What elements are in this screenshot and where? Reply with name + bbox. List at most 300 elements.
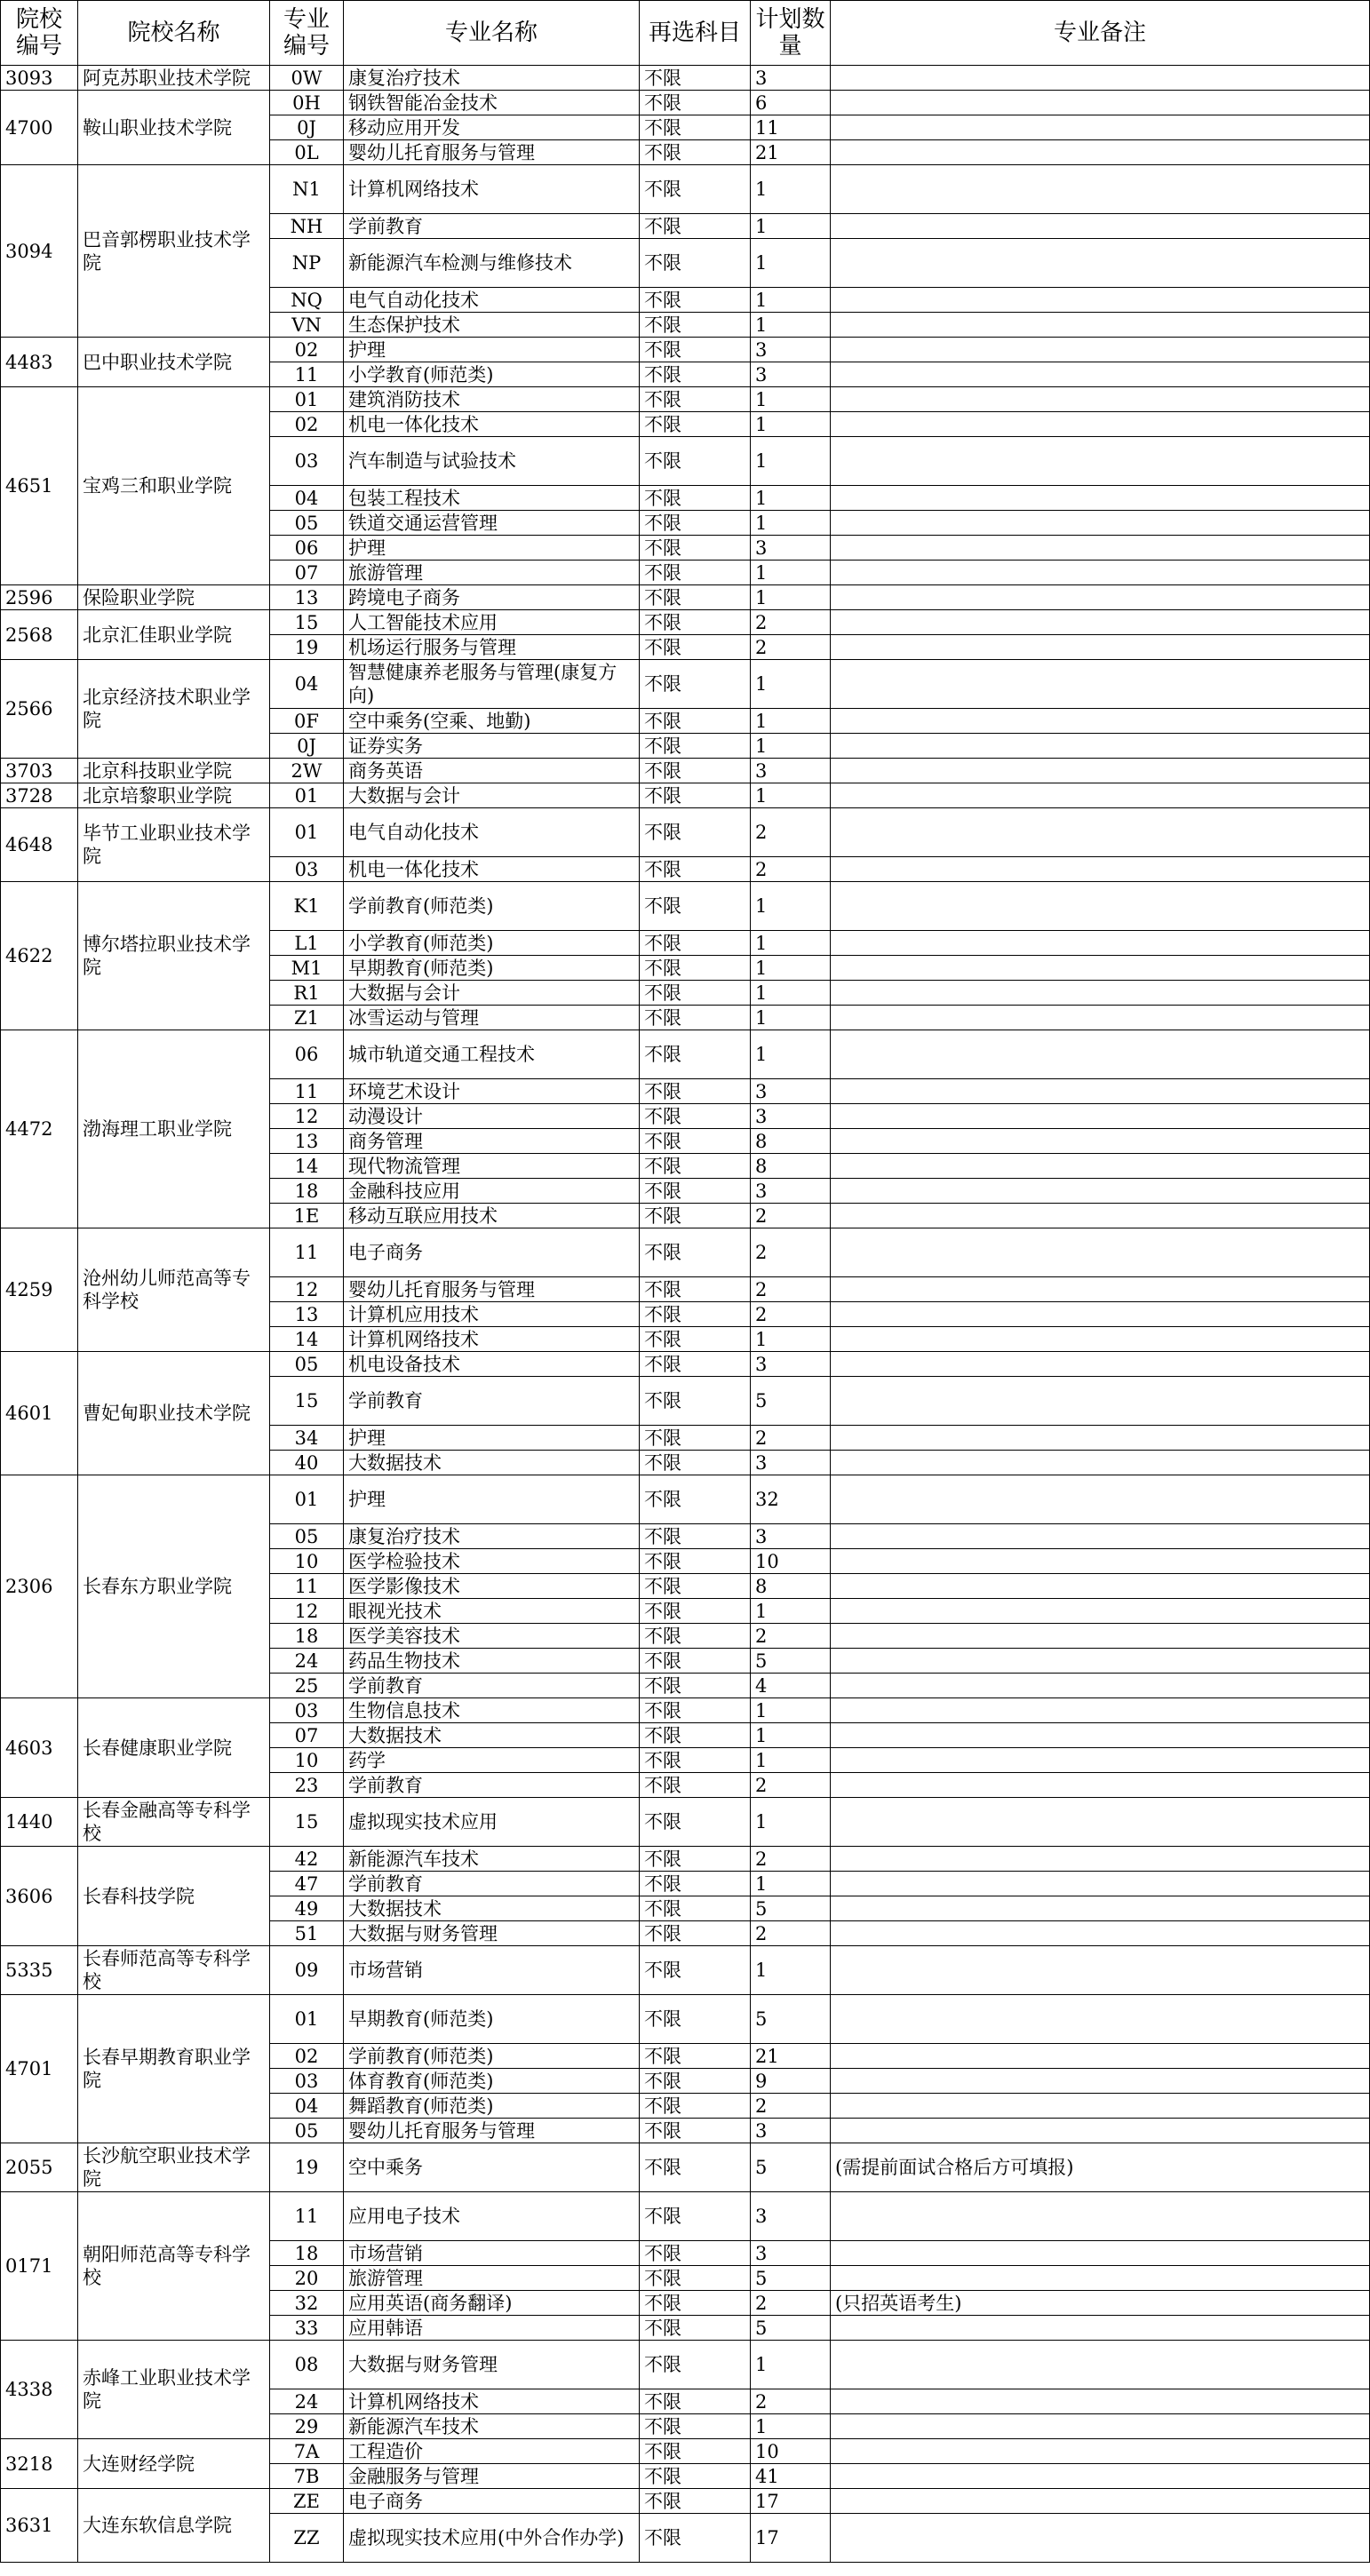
major-code-cell: M1 (270, 956, 344, 981)
reselect-subject-cell: 不限 (640, 2119, 751, 2143)
school-code-cell: 4700 (1, 91, 78, 165)
major-name-cell: 早期教育(师范类) (344, 1995, 640, 2044)
major-code-cell: 05 (270, 511, 344, 536)
major-remark-cell: (只招英语考生) (831, 2291, 1370, 2316)
major-code-cell: NP (270, 239, 344, 288)
plan-count-cell: 2 (751, 635, 831, 660)
major-remark-cell (831, 1921, 1370, 1946)
plan-count-cell: 10 (751, 1549, 831, 1574)
plan-count-cell: 2 (751, 1302, 831, 1327)
major-code-cell: 06 (270, 536, 344, 561)
major-remark-cell: (需提前面试合格后方可填报) (831, 2143, 1370, 2192)
reselect-subject-cell: 不限 (640, 2069, 751, 2094)
major-name-cell: 虚拟现实技术应用 (344, 1798, 640, 1847)
major-remark-cell (831, 214, 1370, 239)
plan-count-cell: 1 (751, 1698, 831, 1723)
reselect-subject-cell: 不限 (640, 1624, 751, 1649)
major-remark-cell (831, 931, 1370, 956)
major-remark-cell (831, 437, 1370, 486)
plan-count-cell: 1 (751, 882, 831, 931)
major-name-cell: 小学教育(师范类) (344, 362, 640, 387)
school-code-cell: 3631 (1, 2489, 78, 2563)
major-name-cell: 金融服务与管理 (344, 2464, 640, 2489)
major-code-cell: 02 (270, 338, 344, 362)
reselect-subject-cell: 不限 (640, 1154, 751, 1179)
plan-count-cell: 1 (751, 165, 831, 214)
major-name-cell: 机电一体化技术 (344, 857, 640, 882)
major-remark-cell (831, 511, 1370, 536)
major-remark-cell (831, 610, 1370, 635)
major-name-cell: 护理 (344, 1475, 640, 1524)
major-code-cell: 2W (270, 759, 344, 783)
header-major-remark: 专业备注 (831, 1, 1370, 66)
major-remark-cell (831, 387, 1370, 412)
reselect-subject-cell: 不限 (640, 709, 751, 734)
major-code-cell: 20 (270, 2266, 344, 2291)
major-name-cell: 康复治疗技术 (344, 66, 640, 91)
major-name-cell: 新能源汽车技术 (344, 1847, 640, 1872)
major-code-cell: 32 (270, 2291, 344, 2316)
major-remark-cell (831, 1277, 1370, 1302)
school-code-cell: 2568 (1, 610, 78, 660)
major-name-cell: 计算机网络技术 (344, 1327, 640, 1352)
major-remark-cell (831, 1030, 1370, 1079)
major-name-cell: 计算机应用技术 (344, 1302, 640, 1327)
school-name-cell: 长春东方职业学院 (78, 1475, 270, 1698)
major-name-cell: 护理 (344, 1426, 640, 1451)
major-remark-cell (831, 585, 1370, 610)
school-code-cell: 4259 (1, 1228, 78, 1352)
reselect-subject-cell: 不限 (640, 486, 751, 511)
major-name-cell: 大数据与会计 (344, 981, 640, 1006)
school-code-cell: 4338 (1, 2341, 78, 2439)
major-name-cell: 新能源汽车技术 (344, 2414, 640, 2439)
major-code-cell: 09 (270, 1946, 344, 1995)
major-remark-cell (831, 783, 1370, 808)
major-code-cell: 33 (270, 2316, 344, 2341)
reselect-subject-cell: 不限 (640, 2389, 751, 2414)
reselect-subject-cell: 不限 (640, 1723, 751, 1748)
plan-count-cell: 8 (751, 1574, 831, 1599)
major-code-cell: 02 (270, 2044, 344, 2069)
table-row (1, 66, 1370, 91)
reselect-subject-cell: 不限 (640, 1104, 751, 1129)
major-remark-cell (831, 2316, 1370, 2341)
header-school-code: 院校编号 (1, 1, 78, 66)
reselect-subject-cell: 不限 (640, 2044, 751, 2069)
major-remark-cell (831, 2341, 1370, 2389)
plan-count-cell: 2 (751, 1204, 831, 1228)
table-row (1, 1798, 1370, 1847)
reselect-subject-cell: 不限 (640, 1524, 751, 1549)
major-code-cell: 04 (270, 660, 344, 709)
major-remark-cell (831, 2192, 1370, 2241)
major-code-cell: Z1 (270, 1006, 344, 1030)
major-remark-cell (831, 1872, 1370, 1896)
plan-count-cell: 21 (751, 2044, 831, 2069)
major-name-cell: 移动互联应用技术 (344, 1204, 640, 1228)
major-code-cell: 07 (270, 1723, 344, 1748)
major-remark-cell (831, 338, 1370, 362)
major-code-cell: 47 (270, 1872, 344, 1896)
reselect-subject-cell: 不限 (640, 2241, 751, 2266)
major-remark-cell (831, 2044, 1370, 2069)
major-remark-cell (831, 1228, 1370, 1277)
major-code-cell: L1 (270, 931, 344, 956)
reselect-subject-cell: 不限 (640, 91, 751, 115)
major-code-cell: 7B (270, 2464, 344, 2489)
reselect-subject-cell: 不限 (640, 1896, 751, 1921)
reselect-subject-cell: 不限 (640, 981, 751, 1006)
major-remark-cell (831, 1649, 1370, 1674)
plan-count-cell: 2 (751, 808, 831, 857)
major-remark-cell (831, 808, 1370, 857)
major-name-cell: 学前教育(师范类) (344, 2044, 640, 2069)
reselect-subject-cell: 不限 (640, 1748, 751, 1773)
school-code-cell: 5335 (1, 1946, 78, 1995)
plan-count-cell: 2 (751, 1921, 831, 1946)
school-name-cell: 渤海理工职业学院 (78, 1030, 270, 1228)
major-name-cell: 电气自动化技术 (344, 288, 640, 313)
major-remark-cell (831, 115, 1370, 140)
major-remark-cell (831, 1302, 1370, 1327)
school-code-cell: 1440 (1, 1798, 78, 1847)
major-remark-cell (831, 1204, 1370, 1228)
major-name-cell: 医学影像技术 (344, 1574, 640, 1599)
reselect-subject-cell: 不限 (640, 1006, 751, 1030)
major-name-cell: 药学 (344, 1748, 640, 1773)
plan-count-cell: 1 (751, 734, 831, 759)
reselect-subject-cell: 不限 (640, 1995, 751, 2044)
major-remark-cell (831, 1896, 1370, 1921)
major-code-cell: 25 (270, 1674, 344, 1698)
reselect-subject-cell: 不限 (640, 759, 751, 783)
table-row (1, 91, 1370, 115)
reselect-subject-cell: 不限 (640, 165, 751, 214)
reselect-subject-cell: 不限 (640, 1946, 751, 1995)
plan-count-cell: 1 (751, 2341, 831, 2389)
major-code-cell: 18 (270, 2241, 344, 2266)
reselect-subject-cell: 不限 (640, 2341, 751, 2389)
major-code-cell: 40 (270, 1451, 344, 1475)
reselect-subject-cell: 不限 (640, 1549, 751, 1574)
reselect-subject-cell: 不限 (640, 1451, 751, 1475)
major-code-cell: ZE (270, 2489, 344, 2514)
school-name-cell: 大连财经学院 (78, 2439, 270, 2489)
school-code-cell: 3218 (1, 2439, 78, 2489)
plan-count-cell: 1 (751, 239, 831, 288)
reselect-subject-cell: 不限 (640, 1475, 751, 1524)
plan-count-cell: 1 (751, 1327, 831, 1352)
major-name-cell: 学前教育 (344, 1377, 640, 1426)
reselect-subject-cell: 不限 (640, 610, 751, 635)
plan-count-cell: 2 (751, 857, 831, 882)
reselect-subject-cell: 不限 (640, 585, 751, 610)
major-remark-cell (831, 1798, 1370, 1847)
school-code-cell: 4651 (1, 387, 78, 585)
major-remark-cell (831, 1475, 1370, 1524)
school-name-cell: 毕节工业职业技术学院 (78, 808, 270, 882)
major-name-cell: 学前教育 (344, 1872, 640, 1896)
major-code-cell: 18 (270, 1179, 344, 1204)
plan-count-cell: 32 (751, 1475, 831, 1524)
school-code-cell: 4622 (1, 882, 78, 1030)
table-row (1, 1228, 1370, 1277)
major-name-cell: 跨境电子商务 (344, 585, 640, 610)
reselect-subject-cell: 不限 (640, 1921, 751, 1946)
major-code-cell: 02 (270, 412, 344, 437)
major-code-cell: 0J (270, 734, 344, 759)
major-name-cell: 计算机网络技术 (344, 165, 640, 214)
major-name-cell: 现代物流管理 (344, 1154, 640, 1179)
major-remark-cell (831, 561, 1370, 585)
major-name-cell: 汽车制造与试验技术 (344, 437, 640, 486)
major-code-cell: 06 (270, 1030, 344, 1079)
reselect-subject-cell: 不限 (640, 1204, 751, 1228)
plan-count-cell: 5 (751, 2316, 831, 2341)
major-name-cell: 人工智能技术应用 (344, 610, 640, 635)
reselect-subject-cell: 不限 (640, 1599, 751, 1624)
reselect-subject-cell: 不限 (640, 2316, 751, 2341)
reselect-subject-cell: 不限 (640, 1302, 751, 1327)
major-name-cell: 婴幼儿托育服务与管理 (344, 2119, 640, 2143)
plan-count-cell: 8 (751, 1129, 831, 1154)
school-code-cell: 2566 (1, 660, 78, 759)
school-name-cell: 鞍山职业技术学院 (78, 91, 270, 165)
reselect-subject-cell: 不限 (640, 931, 751, 956)
major-name-cell: 环境艺术设计 (344, 1079, 640, 1104)
reselect-subject-cell: 不限 (640, 2414, 751, 2439)
header-row (1, 1, 1370, 66)
major-code-cell: 1E (270, 1204, 344, 1228)
major-code-cell: 01 (270, 783, 344, 808)
major-name-cell: 护理 (344, 536, 640, 561)
major-remark-cell (831, 1179, 1370, 1204)
plan-count-cell: 21 (751, 140, 831, 165)
major-remark-cell (831, 1079, 1370, 1104)
major-name-cell: 体育教育(师范类) (344, 2069, 640, 2094)
major-code-cell: 0L (270, 140, 344, 165)
table-row (1, 1698, 1370, 1723)
major-name-cell: 智慧健康养老服务与管理(康复方向) (344, 660, 640, 709)
school-code-cell: 3094 (1, 165, 78, 338)
major-code-cell: 12 (270, 1104, 344, 1129)
table-row (1, 2489, 1370, 2514)
major-code-cell: VN (270, 313, 344, 338)
school-code-cell: 4601 (1, 1352, 78, 1475)
major-remark-cell (831, 1723, 1370, 1748)
major-code-cell: 11 (270, 1574, 344, 1599)
school-name-cell: 长沙航空职业技术学院 (78, 2143, 270, 2192)
reselect-subject-cell: 不限 (640, 387, 751, 412)
school-name-cell: 宝鸡三和职业学院 (78, 387, 270, 585)
reselect-subject-cell: 不限 (640, 1277, 751, 1302)
major-name-cell: 大数据技术 (344, 1896, 640, 1921)
school-name-cell: 长春师范高等专科学校 (78, 1946, 270, 1995)
major-remark-cell (831, 362, 1370, 387)
major-code-cell: 05 (270, 1352, 344, 1377)
reselect-subject-cell: 不限 (640, 437, 751, 486)
major-name-cell: 旅游管理 (344, 2266, 640, 2291)
major-remark-cell (831, 2119, 1370, 2143)
major-remark-cell (831, 1698, 1370, 1723)
major-name-cell: 生态保护技术 (344, 313, 640, 338)
major-remark-cell (831, 1426, 1370, 1451)
major-code-cell: 0H (270, 91, 344, 115)
school-code-cell: 4603 (1, 1698, 78, 1798)
reselect-subject-cell: 不限 (640, 313, 751, 338)
major-code-cell: 15 (270, 1377, 344, 1426)
major-remark-cell (831, 1748, 1370, 1773)
reselect-subject-cell: 不限 (640, 66, 751, 91)
major-name-cell: 商务英语 (344, 759, 640, 783)
major-remark-cell (831, 239, 1370, 288)
plan-count-cell: 10 (751, 2439, 831, 2464)
table-row (1, 759, 1370, 783)
school-code-cell: 0171 (1, 2192, 78, 2341)
major-code-cell: 11 (270, 2192, 344, 2241)
table-row (1, 660, 1370, 709)
major-remark-cell (831, 1674, 1370, 1698)
major-name-cell: 舞蹈教育(师范类) (344, 2094, 640, 2119)
major-remark-cell (831, 1451, 1370, 1475)
major-name-cell: 学前教育 (344, 214, 640, 239)
reselect-subject-cell: 不限 (640, 857, 751, 882)
plan-count-cell: 5 (751, 1896, 831, 1921)
table-row (1, 165, 1370, 214)
plan-count-cell: 3 (751, 2119, 831, 2143)
header-plan-count: 计划数量 (751, 1, 831, 66)
major-name-cell: 铁道交通运营管理 (344, 511, 640, 536)
major-name-cell: 康复治疗技术 (344, 1524, 640, 1549)
plan-count-cell: 1 (751, 2414, 831, 2439)
major-code-cell: 42 (270, 1847, 344, 1872)
major-remark-cell (831, 2069, 1370, 2094)
major-code-cell: 29 (270, 2414, 344, 2439)
major-code-cell: 12 (270, 1277, 344, 1302)
school-name-cell: 长春健康职业学院 (78, 1698, 270, 1798)
reselect-subject-cell: 不限 (640, 1377, 751, 1426)
plan-count-cell: 1 (751, 412, 831, 437)
major-name-cell: 眼视光技术 (344, 1599, 640, 1624)
reselect-subject-cell: 不限 (640, 1327, 751, 1352)
major-name-cell: 虚拟现实技术应用(中外合作办学) (344, 2514, 640, 2563)
reselect-subject-cell: 不限 (640, 412, 751, 437)
school-name-cell: 北京培黎职业学院 (78, 783, 270, 808)
plan-count-cell: 1 (751, 486, 831, 511)
reselect-subject-cell: 不限 (640, 783, 751, 808)
plan-count-cell: 5 (751, 1995, 831, 2044)
reselect-subject-cell: 不限 (640, 734, 751, 759)
school-name-cell: 巴音郭楞职业技术学院 (78, 165, 270, 338)
major-remark-cell (831, 1549, 1370, 1574)
plan-count-cell: 3 (751, 1352, 831, 1377)
reselect-subject-cell: 不限 (640, 2514, 751, 2563)
reselect-subject-cell: 不限 (640, 1674, 751, 1698)
major-code-cell: 19 (270, 2143, 344, 2192)
major-code-cell: 01 (270, 808, 344, 857)
major-code-cell: 0J (270, 115, 344, 140)
major-remark-cell (831, 1946, 1370, 1995)
major-code-cell: 11 (270, 1228, 344, 1277)
major-name-cell: 小学教育(师范类) (344, 931, 640, 956)
school-name-cell: 朝阳师范高等专科学校 (78, 2192, 270, 2341)
major-name-cell: 学前教育 (344, 1773, 640, 1798)
major-code-cell: 03 (270, 1698, 344, 1723)
major-remark-cell (831, 1847, 1370, 1872)
major-name-cell: 市场营销 (344, 1946, 640, 1995)
plan-count-cell: 9 (751, 2069, 831, 2094)
major-code-cell: 08 (270, 2341, 344, 2389)
school-name-cell: 阿克苏职业技术学院 (78, 66, 270, 91)
plan-count-cell: 2 (751, 2291, 831, 2316)
major-remark-cell (831, 1129, 1370, 1154)
reselect-subject-cell: 不限 (640, 1798, 751, 1847)
major-name-cell: 婴幼儿托育服务与管理 (344, 1277, 640, 1302)
major-name-cell: 药品生物技术 (344, 1649, 640, 1674)
major-remark-cell (831, 660, 1370, 709)
plan-count-cell: 3 (751, 536, 831, 561)
major-remark-cell (831, 2094, 1370, 2119)
school-name-cell: 长春金融高等专科学校 (78, 1798, 270, 1847)
major-code-cell: K1 (270, 882, 344, 931)
major-name-cell: 市场营销 (344, 2241, 640, 2266)
major-name-cell: 旅游管理 (344, 561, 640, 585)
plan-count-cell: 3 (751, 2192, 831, 2241)
school-code-cell: 2306 (1, 1475, 78, 1698)
major-code-cell: 04 (270, 486, 344, 511)
major-remark-cell (831, 2266, 1370, 2291)
major-code-cell: 01 (270, 1475, 344, 1524)
table-row (1, 1030, 1370, 1079)
plan-count-cell: 1 (751, 585, 831, 610)
major-code-cell: 14 (270, 1327, 344, 1352)
major-code-cell: 12 (270, 1599, 344, 1624)
table-row (1, 1946, 1370, 1995)
plan-count-cell: 5 (751, 1649, 831, 1674)
school-name-cell: 北京经济技术职业学院 (78, 660, 270, 759)
major-remark-cell (831, 536, 1370, 561)
major-remark-cell (831, 857, 1370, 882)
major-remark-cell (831, 2389, 1370, 2414)
major-remark-cell (831, 486, 1370, 511)
major-name-cell: 机电一体化技术 (344, 412, 640, 437)
major-code-cell: ZZ (270, 2514, 344, 2563)
major-remark-cell (831, 1352, 1370, 1377)
major-name-cell: 机场运行服务与管理 (344, 635, 640, 660)
table-body (1, 66, 1370, 2563)
table-row (1, 1352, 1370, 1377)
major-remark-cell (831, 1624, 1370, 1649)
major-remark-cell (831, 1524, 1370, 1549)
reselect-subject-cell: 不限 (640, 1079, 751, 1104)
table-row (1, 2341, 1370, 2389)
school-name-cell: 巴中职业技术学院 (78, 338, 270, 387)
plan-count-cell: 3 (751, 1179, 831, 1204)
major-code-cell: 01 (270, 1995, 344, 2044)
major-code-cell: 11 (270, 362, 344, 387)
plan-count-cell: 5 (751, 2143, 831, 2192)
major-remark-cell (831, 66, 1370, 91)
plan-count-cell: 17 (751, 2489, 831, 2514)
major-name-cell: 机电设备技术 (344, 1352, 640, 1377)
major-name-cell: 移动应用开发 (344, 115, 640, 140)
major-name-cell: 计算机网络技术 (344, 2389, 640, 2414)
school-code-cell: 4483 (1, 338, 78, 387)
plan-count-cell: 1 (751, 1599, 831, 1624)
major-remark-cell (831, 313, 1370, 338)
reselect-subject-cell: 不限 (640, 635, 751, 660)
